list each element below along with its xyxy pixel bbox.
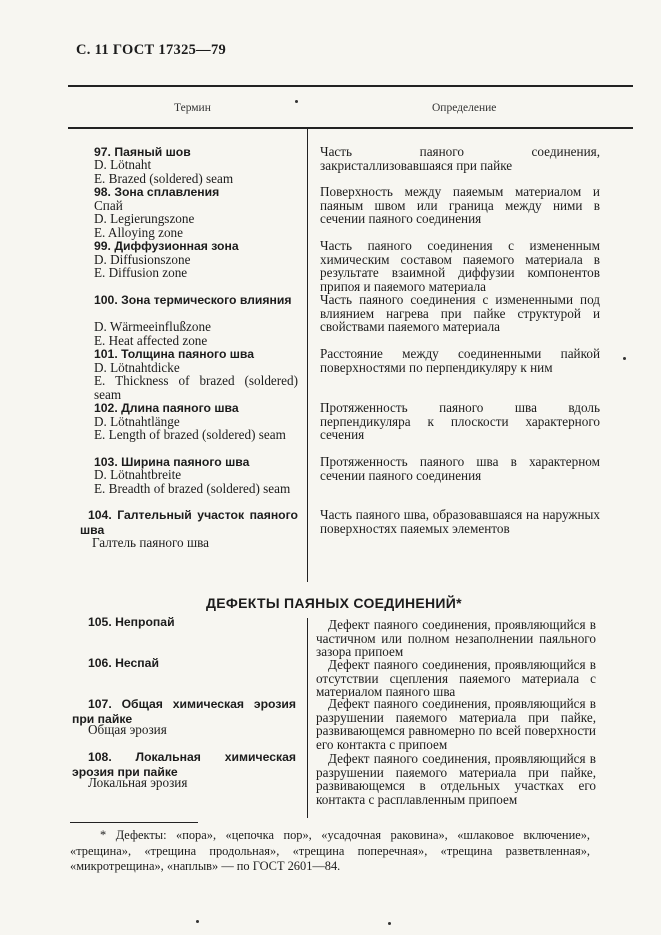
term-german: D. Lötnahtlänge [94,414,180,429]
term-title: 99. Диффузионная зона [94,239,239,253]
term-english: E. Diffusion zone [94,265,188,280]
definition: Поверхность между паяемым материалом и паяным швом или граница между ними в сечении паяного соединения [320,184,600,226]
section-title: ДЕФЕКТЫ ПАЯНЫХ СОЕДИНЕНИЙ* [206,595,462,611]
scan-speck [623,357,626,360]
definition: Дефект паяного соединения, проявляющийся в частичном или полном незаполнении паяльного зазора припоем [316,617,596,659]
term-title: 103. Ширина паяного шва [94,455,250,469]
term-title: 108. Локальная химическая эрозия при пайке [72,750,296,779]
definition: Дефект паяного соединения, проявляющийся в разрушении паяемого материала при пайке, развивающемся равномерно по всей поверхности его контакта с припоем [316,696,596,752]
term-german: D. Lötnaht [94,157,152,172]
scan-speck [196,920,199,923]
term-german: D. Wärmeeinflußzone [94,319,211,334]
term-english: E. Thickness of brazed (soldered) seam [94,373,298,402]
term-synonym: Галтель паяного шва [92,535,210,550]
column-divider [307,128,308,582]
term-title: 105. Непропай [88,615,175,629]
definition: Часть паяного соединения с измененным химическим составом паяемого материала в результате взаимной диффузии компонентов припоя и паяемого материала [320,238,600,294]
scan-speck [295,100,298,103]
term-german: D. Legierungszone [94,211,195,226]
definition: Протяженность паяного шва вдоль перпендикуляра к плоскости характерного сечения [320,400,600,442]
term-english: E. Breadth of brazed (soldered) seam [94,481,291,496]
definition: Расстояние между соединенными пайкой поверхностями по перпендикуляру к ним [320,346,600,375]
definition: Дефект паяного соединения, проявляющийся в отсутствии сцепления паяемого материала с материалом паяного шва [316,657,596,699]
footnote: * Дефекты: «пора», «цепочка пор», «усадочная раковина», «шлаковое включение», «трещина», «трещина продольная», «трещина поперечная», «трещина разветвленная», «микротрещина», «наплыв» — по ГОСТ 2601—84. [70,828,590,873]
term-synonym: Локальная эрозия [88,775,188,790]
header-rule [68,127,633,129]
column-divider-lower [307,618,308,818]
definition: Часть паяного соединения с измененными под влиянием нагрева при пайке структурой и свойствами паяемого материала [320,292,600,334]
term-german: D. Lötnahtdicke [94,360,180,375]
term-synonym: Спай [94,198,123,213]
term-german: D. Diffusionszone [94,252,191,267]
definition: Дефект паяного соединения, проявляющийся в разрушении паяемого материала при пайке, развивающемся в отдельных участках его контакта с расплавленным припоем [316,751,596,807]
footnote-rule [70,822,198,823]
term-title: 100. Зона термического влияния [94,293,292,307]
definition: Часть паяного соединения, закристаллизовавшаяся при пайке [320,144,600,173]
definition: Часть паяного шва, образовавшаяся на наружных поверхностях паяемых элементов [320,507,600,536]
top-rule [68,85,633,87]
definition: Протяженность паяного шва в характерном сечении паяного соединения [320,454,600,483]
term-english: E. Alloying zone [94,225,184,240]
term-title: 104. Галтельный участок паяного шва [80,508,298,537]
column-header-definition: Определение [432,102,497,114]
term-title: 97. Паяный шов [94,145,191,159]
scan-speck [388,922,391,925]
column-header-term: Термин [174,102,211,114]
term-german: D. Lötnahtbreite [94,467,182,482]
term-synonym: Общая эрозия [88,722,167,737]
term-title: 98. Зона сплавления [94,185,220,199]
term-title: 101. Толщина паяного шва [94,347,255,361]
term-title: 106. Неспай [88,656,159,670]
term-english: E. Heat affected zone [94,333,208,348]
term-english: E. Length of brazed (soldered) seam [94,427,286,442]
term-title: 102. Длина паяного шва [94,401,239,415]
page-header: С. 11 ГОСТ 17325—79 [76,42,227,58]
term-title: 107. Общая химическая эрозия при пайке [72,697,296,726]
term-english: E. Brazed (soldered) seam [94,171,234,186]
